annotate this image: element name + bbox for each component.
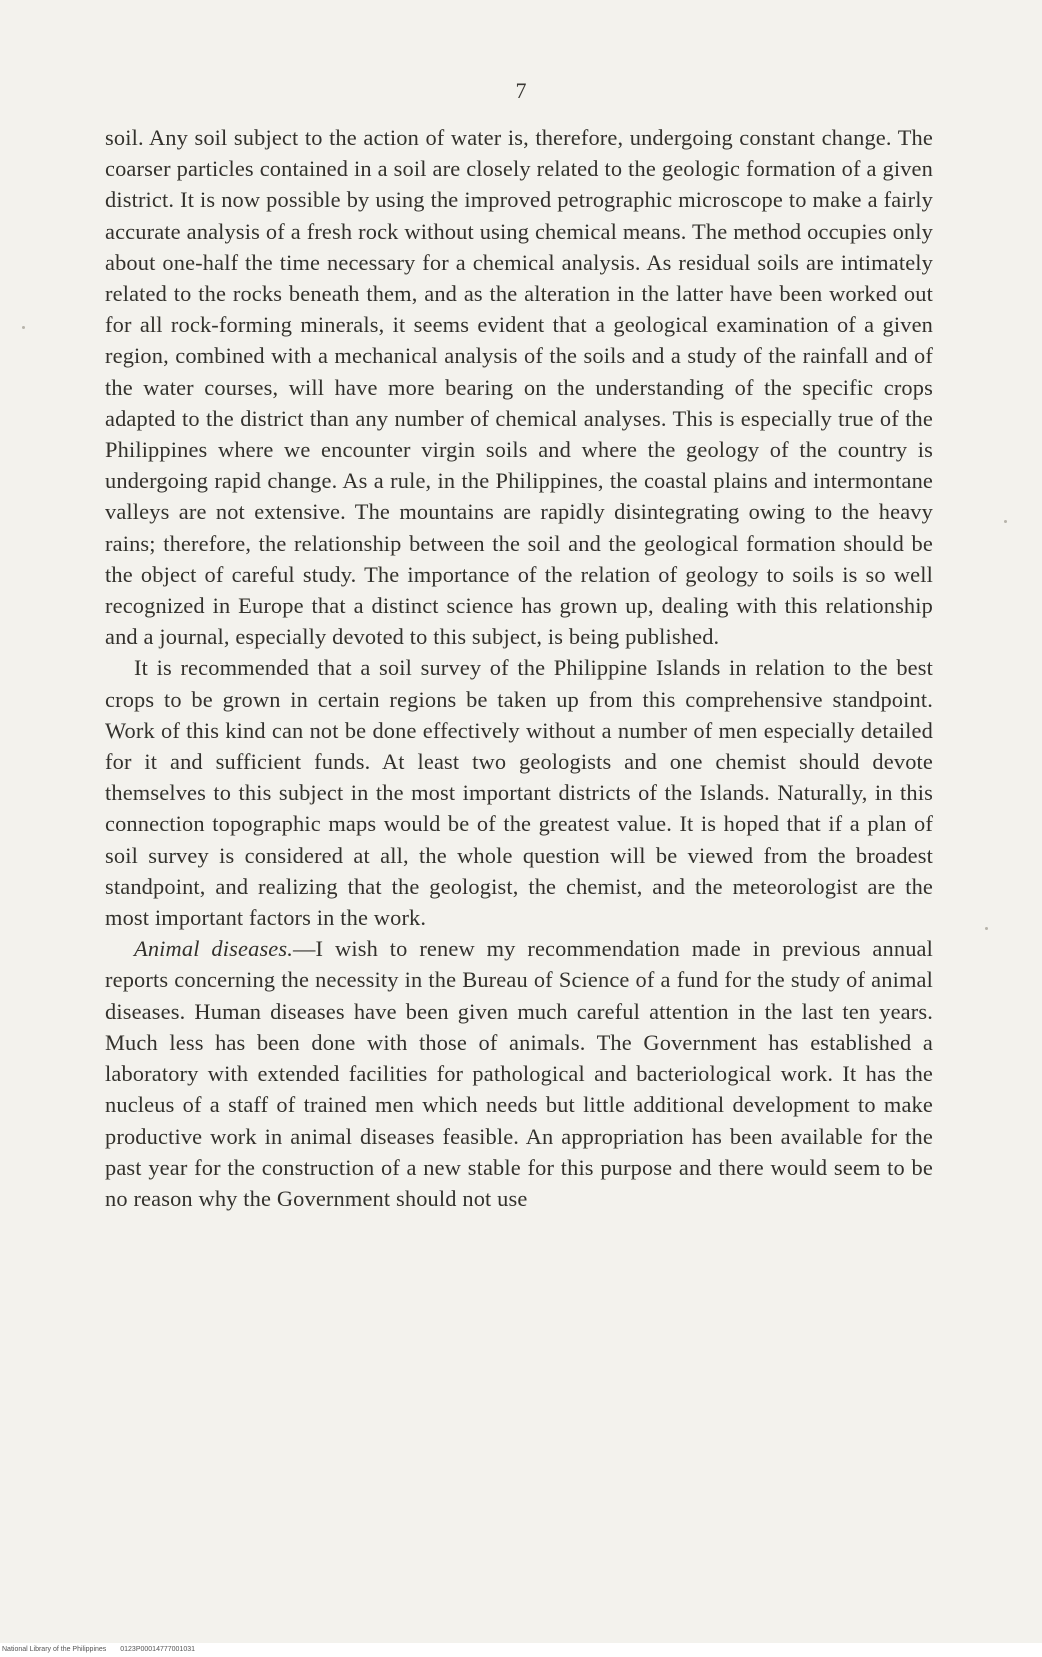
paragraph-soil-survey: [105, 652, 933, 933]
page-number: 7: [515, 78, 527, 103]
footer-code: 0123P00014777001031: [120, 1646, 195, 1653]
scan-footer: [0, 1643, 1042, 1657]
scan-speck: [1004, 520, 1007, 523]
section-heading-animal-diseases: Animal diseases.: [134, 936, 294, 962]
paragraph-soil-geology: [105, 122, 933, 652]
paragraph-text: —I wish to renew my recommendation made in previous annual reports concerning the necessity in the Bureau of Science of a fund for the study of animal diseases. Human diseases have been given much careful attention in the last ten years. Much less has been done with those of animals. The Government has established a laboratory with extended facilities for pathological and bacteriological work. It has the nucleus of a staff of trained men which needs but little additional development to make productive work in animal diseases feasible. An appropriation has been available for the past year for the construction of a new stable for this purpose and there would seem to be no reason why the Government should not use: [105, 936, 934, 1211]
footer-library: National Library of the Philippines: [2, 1646, 107, 1653]
scan-speck: [22, 326, 25, 329]
paragraph-text: It is recommended that a soil survey of the Philippine Islands in relation to the best crops to be grown in certain regions be taken up from this comprehensive standpoint. Work of this kind can not be done effectively without a number of men especially detailed for it and sufficient funds. At least two geologists and one chemist should devote themselves to this subject in the most important districts of the Islands. Naturally, in this connection topographic maps would be of the greatest value. It is hoped that if a plan of soil survey is considered at all, the whole question will be viewed from the broadest standpoint, and realizing that the geologist, the chemist, and the meteorologist are the most important factors in the work.: [105, 655, 933, 931]
body-text: [105, 122, 933, 1214]
scan-speck: [985, 927, 988, 930]
paragraph-animal-diseases: [105, 933, 933, 1214]
paragraph-text: soil. Any soil subject to the action of water is, therefore, undergoing constant change. The coarser particles contained in a soil are closely related to the geologic formation of a given district. It is now possible by using the improved petrographic microscope to make a fairly accurate analysis of a fresh rock without using chemical means. The method occupies only about one-half the time necessary for a chemical analysis. As residual soils are intimately related to the rocks beneath them, and as the alteration in the latter have been worked out for all rock-forming minerals, it seems evident that a geological examination of a given region, combined with a mechanical analysis of the soils and a study of the rainfall and of the water courses, will have more bearing on the understanding of the specific crops adapted to the district than any number of chemical analyses. This is especially true of the Philippines where we encounter virgin soils and where the geology of the country is undergoing rapid change. As a rule, in the Philippines, the coastal plains and intermontane valleys are not extensive. The mountains are rapidly disintegrating owing to the heavy rains; therefore, the relationship between the soil and the geological formation should be the object of careful study. The importance of the relation of geology to soils is so well recognized in Europe that a distinct science has grown up, dealing with this relationship and a journal, especially devoted to this subject, is being published.: [105, 125, 933, 650]
